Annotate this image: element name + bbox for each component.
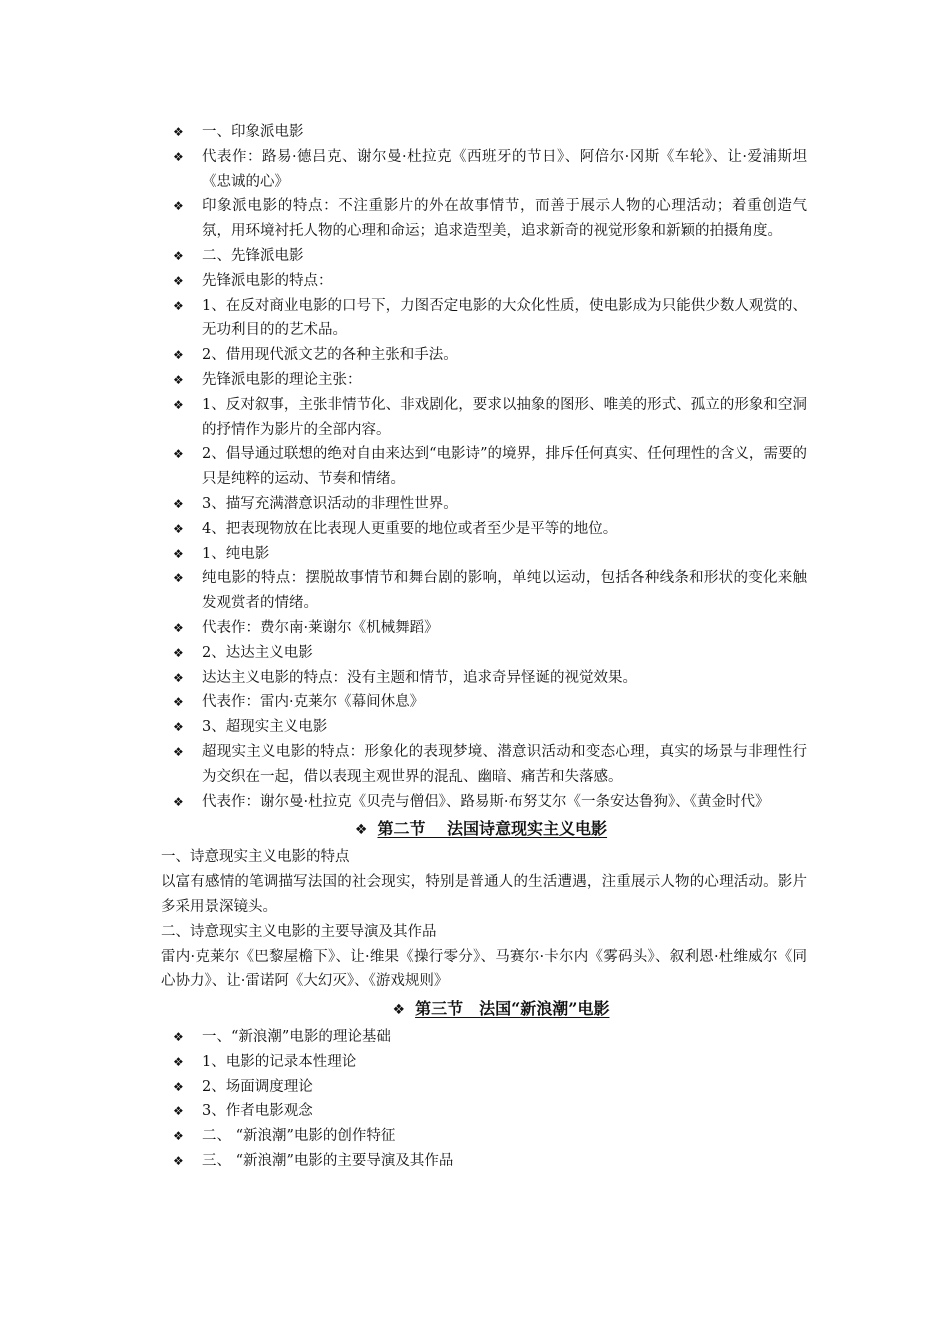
list-item xyxy=(155,269,807,294)
diamond-bullet-icon: ❖ xyxy=(173,1030,184,1045)
diamond-bullet-icon: ❖ xyxy=(173,720,184,735)
list-item-text: 达达主义电影的特点：没有主题和情节，追求奇异怪诞的视觉效果。 xyxy=(202,669,637,686)
list-item xyxy=(155,368,807,393)
diamond-bullet-icon: ❖ xyxy=(392,1002,406,1019)
diamond-bullet-icon: ❖ xyxy=(173,1104,184,1119)
list-item-text: 2、场面调度理论 xyxy=(202,1078,313,1095)
list-item-text: 先锋派电影的理论主张： xyxy=(202,371,362,388)
list-item xyxy=(155,194,807,244)
diamond-bullet-icon: ❖ xyxy=(173,149,184,164)
section-3-title: 第三节 法国“新浪潮”电影 xyxy=(415,999,610,1019)
list-item xyxy=(155,393,807,443)
list-item-text: 1、电影的记录本性理论 xyxy=(202,1053,357,1070)
list-item xyxy=(155,1075,807,1100)
list-item-text: 1、纯电影 xyxy=(202,545,270,562)
list-item-text: 纯电影的特点：摆脱故事情节和舞台剧的影响，单纯以运动，包括各种线条和形状的变化来触发观赏者的情绪。 xyxy=(202,570,807,612)
list-item-text: 代表作：谢尔曼·杜拉克《贝壳与僧侣》、路易斯·布努艾尔《一条安达鲁狗》、《黄金时代》 xyxy=(202,793,770,810)
list-item xyxy=(155,1025,807,1050)
list-item-text: 二、 “新浪潮”电影的创作特征 xyxy=(202,1128,396,1145)
list-item xyxy=(155,1099,807,1124)
diamond-bullet-icon: ❖ xyxy=(173,1054,184,1069)
diamond-bullet-icon: ❖ xyxy=(173,125,184,139)
list-item-text: 3、作者电影观念 xyxy=(202,1103,313,1120)
list-item xyxy=(155,1149,807,1174)
list-item-text: 3、超现实主义电影 xyxy=(202,719,328,736)
diamond-bullet-icon: ❖ xyxy=(173,397,184,412)
diamond-bullet-icon: ❖ xyxy=(173,670,184,685)
section-2-paragraph-2: 雷内·克莱尔《巴黎屋檐下》、让·维果《操行零分》、马赛尔·卡尔内《雾码头》、叙利恩·杜维威尔《同心协力》、让·雷诺阿《大幻灭》、《游戏规则》 xyxy=(161,948,807,990)
diamond-bullet-icon: ❖ xyxy=(173,1129,184,1144)
diamond-bullet-icon: ❖ xyxy=(173,348,184,363)
diamond-bullet-icon: ❖ xyxy=(173,248,184,263)
diamond-bullet-icon: ❖ xyxy=(354,822,368,839)
impressionism-avantgarde-list xyxy=(155,120,807,814)
section-3-heading xyxy=(155,994,807,1025)
diamond-bullet-icon: ❖ xyxy=(173,620,184,635)
section-2-subheading-2: 二、诗意现实主义电影的主要导演及其作品 xyxy=(161,923,437,940)
list-item-text: 印象派电影的特点：不注重影片的外在故事情节，而善于展示人物的心理活动；着重创造气氛，用环境衬托人物的心理和命运；追求造型美，追求新奇的视觉形象和新颖的拍摄角度。 xyxy=(202,198,807,240)
diamond-bullet-icon: ❖ xyxy=(173,571,184,586)
list-item-text: 一、“新浪潮”电影的理论基础 xyxy=(202,1029,391,1046)
list-item xyxy=(155,1124,807,1149)
diamond-bullet-icon: ❖ xyxy=(173,496,184,511)
list-item-text: 2、借用现代派文艺的各种主张和手法。 xyxy=(202,347,458,364)
diamond-bullet-icon: ❖ xyxy=(173,273,184,288)
list-item xyxy=(155,740,807,790)
diamond-bullet-icon: ❖ xyxy=(173,199,184,214)
list-item xyxy=(155,641,807,666)
list-item-text: 2、达达主义电影 xyxy=(202,644,313,661)
diamond-bullet-icon: ❖ xyxy=(173,298,184,313)
list-item-text: 3、描写充满潜意识活动的非理性世界。 xyxy=(202,495,458,512)
section-2-paragraph-1: 以富有感情的笔调描写法国的社会现实，特别是普通人的生活遭遇，注重展示人物的心理活动。影片多采用景深镜头。 xyxy=(161,874,807,915)
diamond-bullet-icon: ❖ xyxy=(173,447,184,462)
diamond-bullet-icon: ❖ xyxy=(173,1079,184,1094)
section-2-heading xyxy=(155,814,807,845)
new-wave-list xyxy=(155,1025,807,1174)
list-item xyxy=(155,492,807,517)
list-item-text: 2、倡导通过联想的绝对自由来达到“电影诗”的境界，排斥任何真实、任何理性的含义，需要的只是纯粹的运动、节奏和情绪。 xyxy=(202,446,807,488)
list-item-text: 1、在反对商业电影的口号下，力图否定电影的大众化性质，使电影成为只能供少数人观赏的、无功利目的的艺术品。 xyxy=(202,297,807,339)
list-item xyxy=(155,244,807,269)
list-item-text: 一、印象派电影 xyxy=(202,124,304,140)
diamond-bullet-icon: ❖ xyxy=(173,645,184,660)
list-item xyxy=(155,715,807,740)
list-item-text: 超现实主义电影的特点：形象化的表现梦境、潜意识活动和变态心理，真实的场景与非理性行为交织在一起，借以表现主观世界的混乱、幽暗、痛苦和失落感。 xyxy=(202,743,807,785)
list-item-text: 代表作：路易·德吕克、谢尔曼·杜拉克《西班牙的节日》、阿倍尔·冈斯《车轮》、让·爱浦斯坦《忠诚的心》 xyxy=(202,148,807,190)
list-item xyxy=(155,542,807,567)
list-item xyxy=(155,666,807,691)
list-item xyxy=(155,690,807,715)
diamond-bullet-icon: ❖ xyxy=(173,546,184,561)
list-item xyxy=(155,120,807,145)
list-item-text: 先锋派电影的特点： xyxy=(202,272,333,289)
diamond-bullet-icon: ❖ xyxy=(173,744,184,759)
list-item xyxy=(155,517,807,542)
list-item xyxy=(155,442,807,492)
list-item xyxy=(155,616,807,641)
diamond-bullet-icon: ❖ xyxy=(173,794,184,809)
document-content xyxy=(155,120,807,1174)
list-item xyxy=(155,1050,807,1075)
list-item xyxy=(155,145,807,195)
diamond-bullet-icon: ❖ xyxy=(173,372,184,387)
list-item-text: 二、先锋派电影 xyxy=(202,247,304,264)
list-item xyxy=(155,294,807,344)
list-item xyxy=(155,343,807,368)
list-item xyxy=(155,566,807,616)
list-item-text: 4、把表现物放在比表现人更重要的地位或者至少是平等的地位。 xyxy=(202,520,618,537)
section-2-subheading-1: 一、诗意现实主义电影的特点 xyxy=(161,849,350,866)
list-item xyxy=(155,790,807,815)
diamond-bullet-icon: ❖ xyxy=(173,1154,184,1169)
list-item-text: 1、反对叙事，主张非情节化、非戏剧化，要求以抽象的图形、唯美的形式、孤立的形象和空洞的抒情作为影片的全部内容。 xyxy=(202,396,807,438)
diamond-bullet-icon: ❖ xyxy=(173,521,184,536)
diamond-bullet-icon: ❖ xyxy=(173,695,184,710)
section-2-title: 第二节 法国诗意现实主义电影 xyxy=(377,819,608,839)
list-item-text: 代表作：雷内·克莱尔《幕间休息》 xyxy=(202,694,425,711)
list-item-text: 三、 “新浪潮”电影的主要导演及其作品 xyxy=(202,1153,454,1170)
list-item-text: 代表作：费尔南·莱谢尔《机械舞蹈》 xyxy=(202,619,439,636)
